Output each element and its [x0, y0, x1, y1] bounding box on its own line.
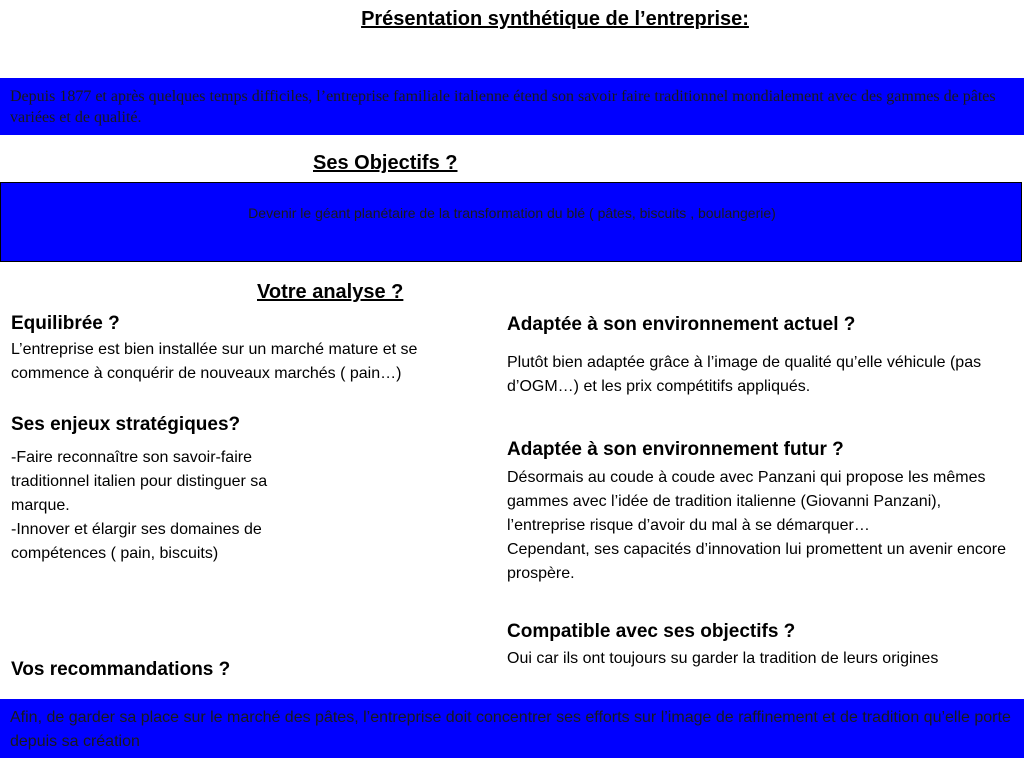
- compatible-heading: Compatible avec ses objectifs ?: [507, 621, 796, 642]
- recommendations-text: Afin, de garder sa place sur le marché des pâtes, l’entreprise doit concentrer ses efforts sur l’image de raffinement et de tradition qu’elle porte depuis sa création: [10, 709, 1011, 750]
- stakes-line-1: -Faire reconnaître son savoir-faire traditionnel italien pour distinguer sa marque.: [11, 449, 268, 514]
- objectives-band: [0, 182, 1022, 262]
- page-title: Présentation synthétique de l’entreprise:: [361, 8, 749, 30]
- analysis-heading: Votre analyse ?: [257, 281, 404, 303]
- future-env-heading: Adaptée à son environnement futur ?: [507, 439, 844, 460]
- objectives-heading: Ses Objectifs ?: [313, 152, 458, 174]
- compatible-text: Oui car ils ont toujours su garder la tradition de leurs origines: [507, 650, 939, 667]
- current-env-heading: Adaptée à son environnement actuel ?: [507, 314, 856, 335]
- objectives-text: Devenir le géant planétaire de la transformation du blé ( pâtes, biscuits , boulangerie): [248, 205, 776, 221]
- stakes-heading: Ses enjeux stratégiques?: [11, 414, 241, 435]
- future-env-text-1: Désormais au coude à coude avec Panzani qui propose les mêmes gammes avec l’idée de tradition italienne (Giovanni Panzani), l’entreprise risque d’avoir du mal à se démarquer…: [507, 469, 986, 534]
- balanced-heading: Equilibrée ?: [11, 313, 120, 334]
- intro-text: Depuis 1877 et après quelques temps difficiles, l’entreprise familiale italienne étend son savoir faire traditionnel mondialement avec des gammes de pâtes variées et de qualité.: [10, 88, 996, 126]
- balanced-text: L’entreprise est bien installée sur un marché mature et se commence à conquérir de nouveaux marchés ( pain…): [11, 341, 418, 382]
- future-env-text-2: Cependant, ses capacités d’innovation lui promettent un avenir encore prospère.: [507, 541, 1006, 582]
- current-env-text: Plutôt bien adaptée grâce à l’image de qualité qu’elle véhicule (pas d’OGM…) et les prix compétitifs appliqués.: [507, 354, 982, 395]
- recommendations-heading: Vos recommandations ?: [11, 659, 231, 680]
- stakes-line-2: -Innover et élargir ses domaines de compétences ( pain, biscuits): [11, 521, 262, 562]
